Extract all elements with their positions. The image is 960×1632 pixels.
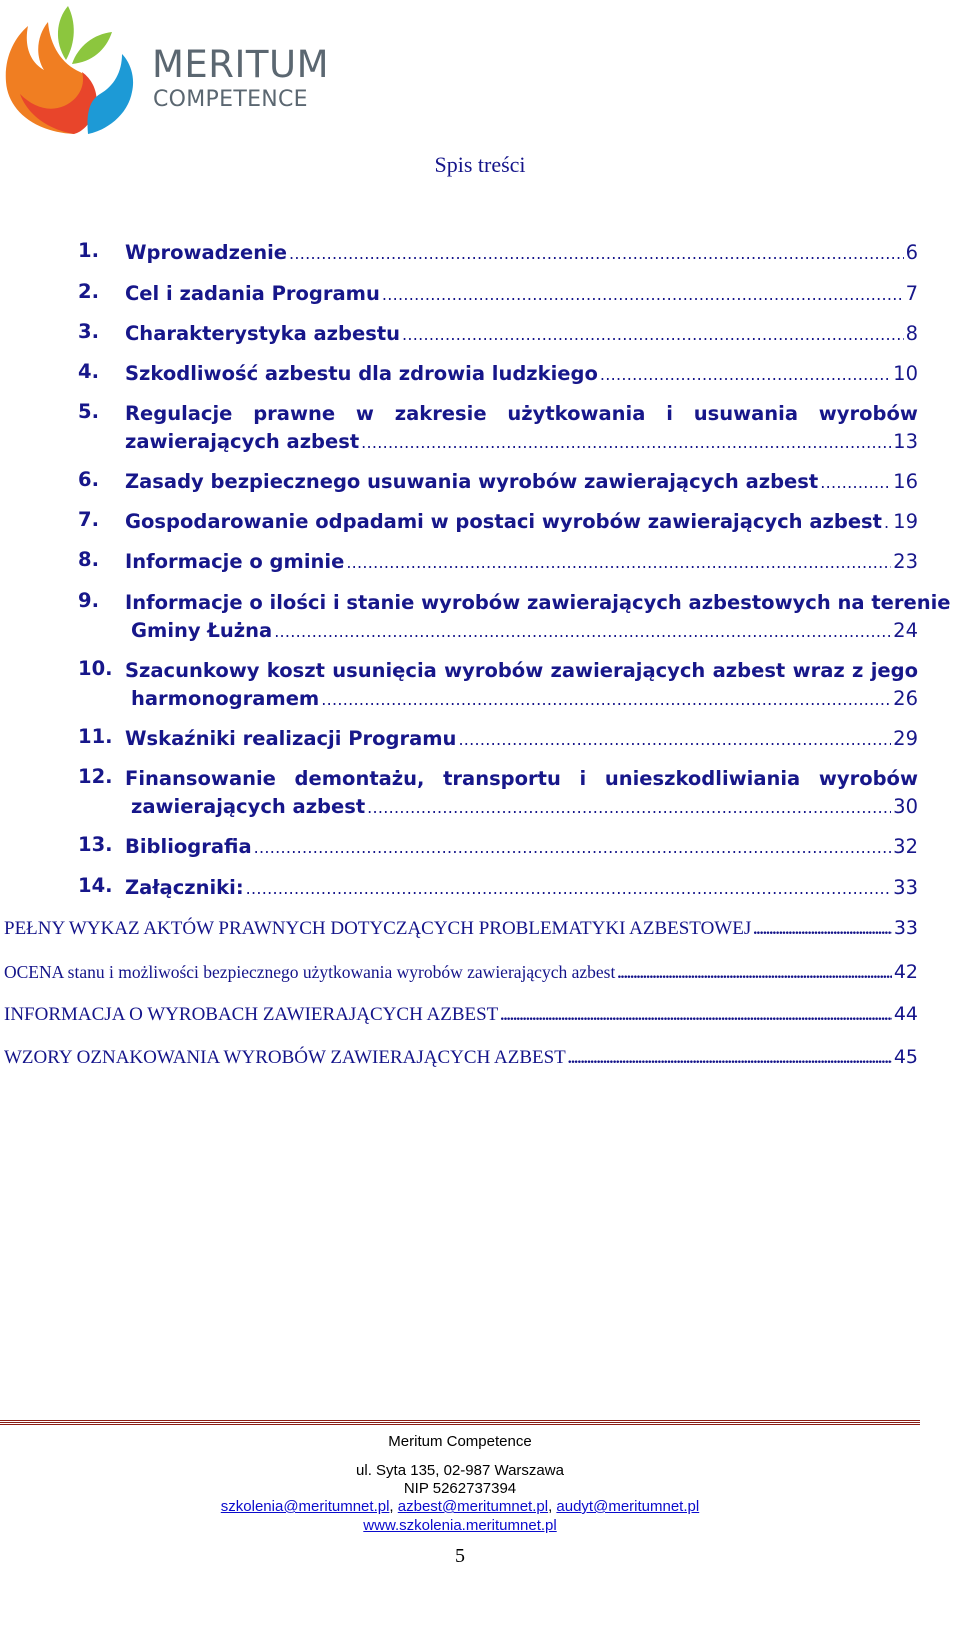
toc-page: 7 bbox=[905, 282, 918, 305]
appendix-page: 45 bbox=[893, 1046, 918, 1068]
toc-leader bbox=[568, 1044, 892, 1073]
toc-title-line1: Regulacje prawne w zakresie użytkowania i usuwania wyrobów bbox=[125, 402, 918, 425]
toc-leader bbox=[246, 874, 892, 903]
footer-emails: szkolenia@meritumnet.pl, azbest@meritumnet.pl, audyt@meritumnet.pl bbox=[220, 1498, 700, 1515]
toc-number: 14. bbox=[78, 874, 113, 897]
toc-number: 1. bbox=[78, 239, 99, 262]
meritum-logo bbox=[4, 2, 330, 138]
toc-entry-5[interactable] bbox=[78, 400, 918, 456]
toc-number: 9. bbox=[78, 589, 99, 612]
toc-page: 33 bbox=[893, 876, 918, 899]
logo-text-competence: COMPETENCE bbox=[153, 87, 308, 112]
toc-title: Cel i zadania Programu bbox=[125, 282, 380, 305]
toc-page: 8 bbox=[905, 322, 918, 345]
toc-number: 6. bbox=[78, 468, 99, 491]
page-number: 5 bbox=[455, 1545, 465, 1567]
toc-leader bbox=[617, 958, 892, 988]
toc-title: Załączniki: bbox=[125, 876, 244, 899]
toc-title: Szkodliwość azbestu dla zdrowia ludzkiego bbox=[125, 362, 598, 385]
appendix-entry-2[interactable] bbox=[4, 958, 918, 986]
toc-leader bbox=[254, 833, 892, 862]
toc-leader bbox=[361, 428, 891, 457]
toc-page: 6 bbox=[905, 241, 918, 264]
toc-title-line2: Gminy Łużna bbox=[131, 619, 273, 642]
toc-title-line2: zawierających azbest bbox=[125, 430, 360, 453]
toc-page: 29 bbox=[893, 727, 918, 750]
footer-address: ul. Syta 135, 02-987 Warszawa bbox=[356, 1462, 564, 1479]
toc-number: 7. bbox=[78, 508, 99, 531]
toc-title: Bibliografia bbox=[125, 835, 252, 858]
toc-page: 13 bbox=[893, 430, 918, 453]
website-link[interactable]: www.szkolenia.meritumnet.pl bbox=[363, 1517, 557, 1534]
toc-title: Gospodarowanie odpadami w postaci wyrobów zawierających azbest bbox=[125, 510, 882, 533]
toc-number: 13. bbox=[78, 833, 113, 856]
toc-title-line1: Szacunkowy koszt usunięcia wyrobów zawierających azbest wraz z jego bbox=[125, 659, 918, 682]
toc-entry-12[interactable] bbox=[78, 765, 918, 821]
toc-number: 10. bbox=[78, 657, 113, 680]
toc-page: 32 bbox=[893, 835, 918, 858]
toc-page: 24 bbox=[893, 619, 918, 642]
email-link-azbest[interactable]: azbest@meritumnet.pl bbox=[397, 1498, 549, 1515]
toc-page: 10 bbox=[893, 362, 918, 385]
toc-title-line1: Finansowanie demontażu, transportu i unieszkodliwiania wyrobów bbox=[125, 767, 918, 790]
toc-title: Zasady bezpiecznego usuwania wyrobów zawierających azbest bbox=[125, 470, 819, 493]
toc-title: Informacje o gminie bbox=[125, 550, 345, 573]
toc-leader bbox=[367, 793, 891, 822]
logo-text-meritum: MERITUM bbox=[152, 43, 330, 86]
toc-entry-10[interactable] bbox=[78, 657, 918, 713]
toc-leader bbox=[884, 508, 891, 537]
page-title: Spis treści bbox=[434, 152, 526, 177]
logo-mark-icon bbox=[4, 2, 149, 138]
appendix-title: WZORY OZNAKOWANIA WYROBÓW ZAWIERAJĄCYCH AZBEST bbox=[4, 1047, 566, 1068]
toc-page: 16 bbox=[893, 470, 918, 493]
toc-title: Wprowadzenie bbox=[125, 241, 287, 264]
appendix-entry-4[interactable] bbox=[4, 1043, 918, 1071]
footer-website-row bbox=[0, 1517, 920, 1534]
appendix-title: OCENA stanu i możliwości bezpiecznego użytkowania wyrobów zawierających azbest bbox=[4, 962, 616, 982]
toc-number: 11. bbox=[78, 725, 113, 748]
footer-company: Meritum Competence bbox=[388, 1433, 532, 1450]
toc-title: Charakterystyka azbestu bbox=[125, 322, 401, 345]
email-link-szkolenia[interactable]: szkolenia@meritumnet.pl bbox=[220, 1498, 390, 1515]
toc-leader bbox=[753, 915, 892, 944]
toc-number: 12. bbox=[78, 765, 113, 788]
toc-leader bbox=[274, 617, 891, 646]
toc-page: 19 bbox=[893, 510, 918, 533]
appendix-title: PEŁNY WYKAZ AKTÓW PRAWNYCH DOTYCZĄCYCH PROBLEMATYKI AZBESTOWEJ bbox=[4, 918, 752, 939]
appendix-entry-3[interactable] bbox=[4, 1000, 918, 1028]
toc-page: 23 bbox=[893, 550, 918, 573]
footer-nip: NIP 5262737394 bbox=[403, 1480, 517, 1497]
footer-divider bbox=[0, 1420, 920, 1425]
toc-leader bbox=[289, 239, 904, 268]
toc-title-line1: Informacje o ilości i stanie wyrobów zawierających azbestowych na terenie bbox=[125, 591, 951, 614]
toc-number: 2. bbox=[78, 280, 99, 303]
toc-number: 8. bbox=[78, 548, 99, 571]
appendix-page: 42 bbox=[893, 961, 918, 983]
toc-leader bbox=[346, 548, 891, 577]
toc-title-line2: harmonogramem bbox=[131, 687, 320, 710]
appendix-entry-1[interactable] bbox=[4, 914, 918, 942]
toc-leader bbox=[321, 685, 891, 714]
email-link-audyt[interactable]: audyt@meritumnet.pl bbox=[556, 1498, 700, 1515]
toc-leader bbox=[500, 1001, 892, 1030]
toc-leader bbox=[820, 468, 891, 497]
toc-title: Wskaźniki realizacji Programu bbox=[125, 727, 457, 750]
toc-leader bbox=[600, 360, 891, 389]
appendix-title: INFORMACJA O WYROBACH ZAWIERAJĄCYCH AZBEST bbox=[4, 1004, 499, 1025]
toc-page: 26 bbox=[893, 687, 918, 710]
toc-leader bbox=[382, 280, 904, 309]
toc-page: 30 bbox=[893, 795, 918, 818]
appendix-page: 33 bbox=[893, 917, 918, 939]
toc-number: 3. bbox=[78, 320, 99, 343]
appendix-page: 44 bbox=[893, 1003, 918, 1025]
toc-number: 5. bbox=[78, 400, 99, 423]
toc-entry-9[interactable] bbox=[78, 589, 951, 645]
toc-leader bbox=[402, 320, 904, 349]
toc-number: 4. bbox=[78, 360, 99, 383]
toc-title-line2: zawierających azbest bbox=[131, 795, 366, 818]
toc-leader bbox=[458, 725, 891, 754]
